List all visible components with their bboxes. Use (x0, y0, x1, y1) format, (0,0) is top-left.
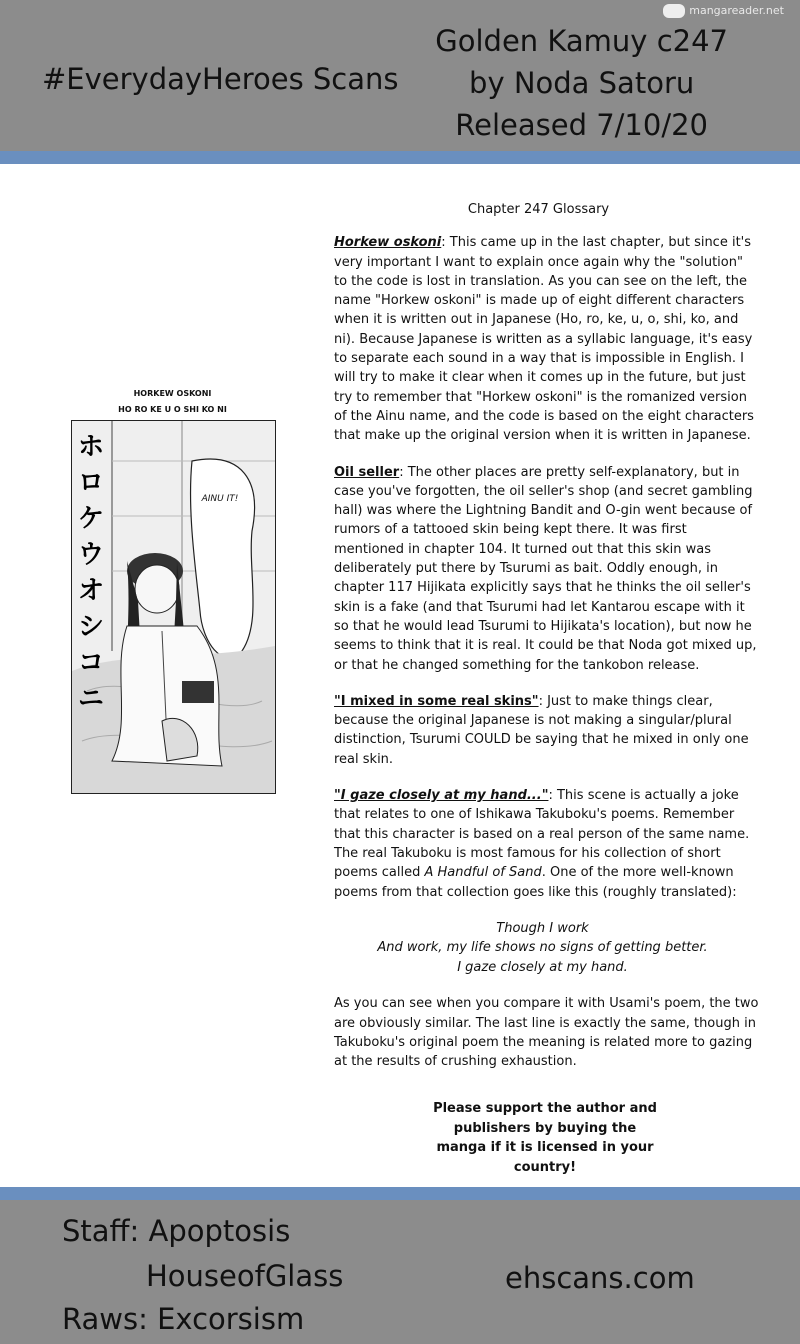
glossary-body-continued: . One of the more well-known poems from that collection goes like this (roughly translated): (334, 865, 737, 900)
watermark-text: mangareader.net (689, 4, 784, 17)
chapter-title: Golden Kamuy c247 (435, 24, 728, 58)
glossary-body: Just to make things clear, because the original Japanese is not making a singular/plural distinction, Tsurumi COULD be saying that he mixed in only one real skin. (334, 693, 749, 767)
poem-line: Though I work (496, 920, 589, 936)
poem-line: I gaze closely at my hand. (457, 959, 628, 975)
header-stripe (0, 151, 800, 164)
watermark-logo-icon (663, 4, 685, 18)
glossary-entry (334, 233, 759, 445)
support-notice: Please support the author and publishers by buying the manga if it is licensed in your country! (433, 1101, 657, 1175)
kana-char: ロ (78, 468, 105, 498)
katakana-column (78, 429, 108, 717)
glossary-body: The other places are pretty self-explanatory, but in case you've forgotten, the oil seller's shop (and secret gambling hall) was where the Lightning Bandit and O-gin went because of rumors of a tattooed skin being kept there. It was first mentioned in chapter 104. It turned out that this skin was deliberately put there by Tsurumi as bait. Oddly enough, in chapter 117 Hijikata explicitly says that he thinks the oil seller's skin is a fake (and that Tsurumi had let Kantarou escape with it so that he would lead Tsurumi to Hijikata's location), but now he seems to think that it is real. It could be that Noda got mixed up, or that he changed something for the tankobon release. (334, 464, 757, 673)
glossary-term: "I gaze closely at my hand..." (334, 788, 549, 804)
kana-char: オ (78, 576, 105, 606)
raws-line: Raws: Excorsism (62, 1302, 305, 1336)
poem-line: And work, my life shows no signs of getting better. (377, 940, 708, 956)
watermark (663, 4, 784, 18)
term-separator: : (548, 788, 553, 804)
closing-paragraph: As you can see when you compare it with Usami's poem, the two are obviously similar. The last line is exactly the same, though in Takuboku's original poem the meaning is related more to gazing at the results of crushing exhaustion. (334, 996, 759, 1070)
header-banner (0, 0, 800, 151)
staff-line: Staff: Apoptosis (62, 1214, 291, 1248)
caption-romaji: HORKEW OSKONI (133, 389, 212, 398)
group-name: #EverydayHeroes Scans (42, 62, 399, 96)
glossary-entry (334, 692, 759, 769)
manga-caption (71, 386, 274, 418)
kana-char: シ (78, 612, 105, 642)
site-url: ehscans.com (505, 1261, 695, 1295)
kana-char: ケ (78, 504, 105, 534)
speech-balloon-text: AINU IT! (201, 494, 239, 504)
book-title: A Handful of Sand (424, 865, 542, 881)
glossary (334, 200, 759, 1088)
kana-char: ニ (78, 684, 105, 714)
term-separator: : (538, 693, 543, 709)
glossary-term: Oil seller (334, 464, 400, 480)
staff-member: HouseofGlass (146, 1259, 344, 1293)
kana-char: ウ (78, 540, 105, 570)
term-separator: : (441, 235, 446, 251)
glossary-entry (334, 463, 759, 675)
glossary-term: "I mixed in some real skins" (334, 693, 539, 709)
term-separator: : (399, 464, 404, 480)
kana-char: コ (78, 648, 105, 678)
title-block (435, 20, 728, 146)
glossary-body: This scene is actually a joke that relates to one of Ishikawa Takuboku's poems. Remember that this character is based on a real person of the same name. The real Takuboku is most famous for his collection of short poems called (334, 788, 750, 881)
glossary-term: Horkew oskoni (334, 235, 442, 251)
author-line: by Noda Satoru (469, 66, 695, 100)
poem (326, 919, 759, 978)
kana-char: ホ (78, 432, 105, 462)
footer-stripe (0, 1187, 800, 1200)
caption-syllables: HO RO KE U O SHI KO NI (118, 405, 227, 414)
glossary-entry (334, 786, 759, 902)
glossary-heading: Chapter 247 Glossary (467, 202, 610, 217)
glossary-body: This came up in the last chapter, but since it's very important I want to explain once again why the "solution" to the code is lost in translation. As you can see on the left, the name "Horkew oskoni" is made up of eight different characters when it is written out in Japanese (Ho, ro, ke, u, o, shi, ko, and ni). Because Japanese is written as a syllabic language, it's easy to separate each sound in a way that is impossible in English. I will try to make it clear when it comes up in the future, but just try to remember that "Horkew oskoni" is the romanized version of the Ainu name, and the code is based on the eight characters that make up the original version when it is written in Japanese. (334, 235, 754, 444)
manga-panel (71, 420, 276, 794)
release-date: Released 7/10/20 (455, 108, 708, 142)
